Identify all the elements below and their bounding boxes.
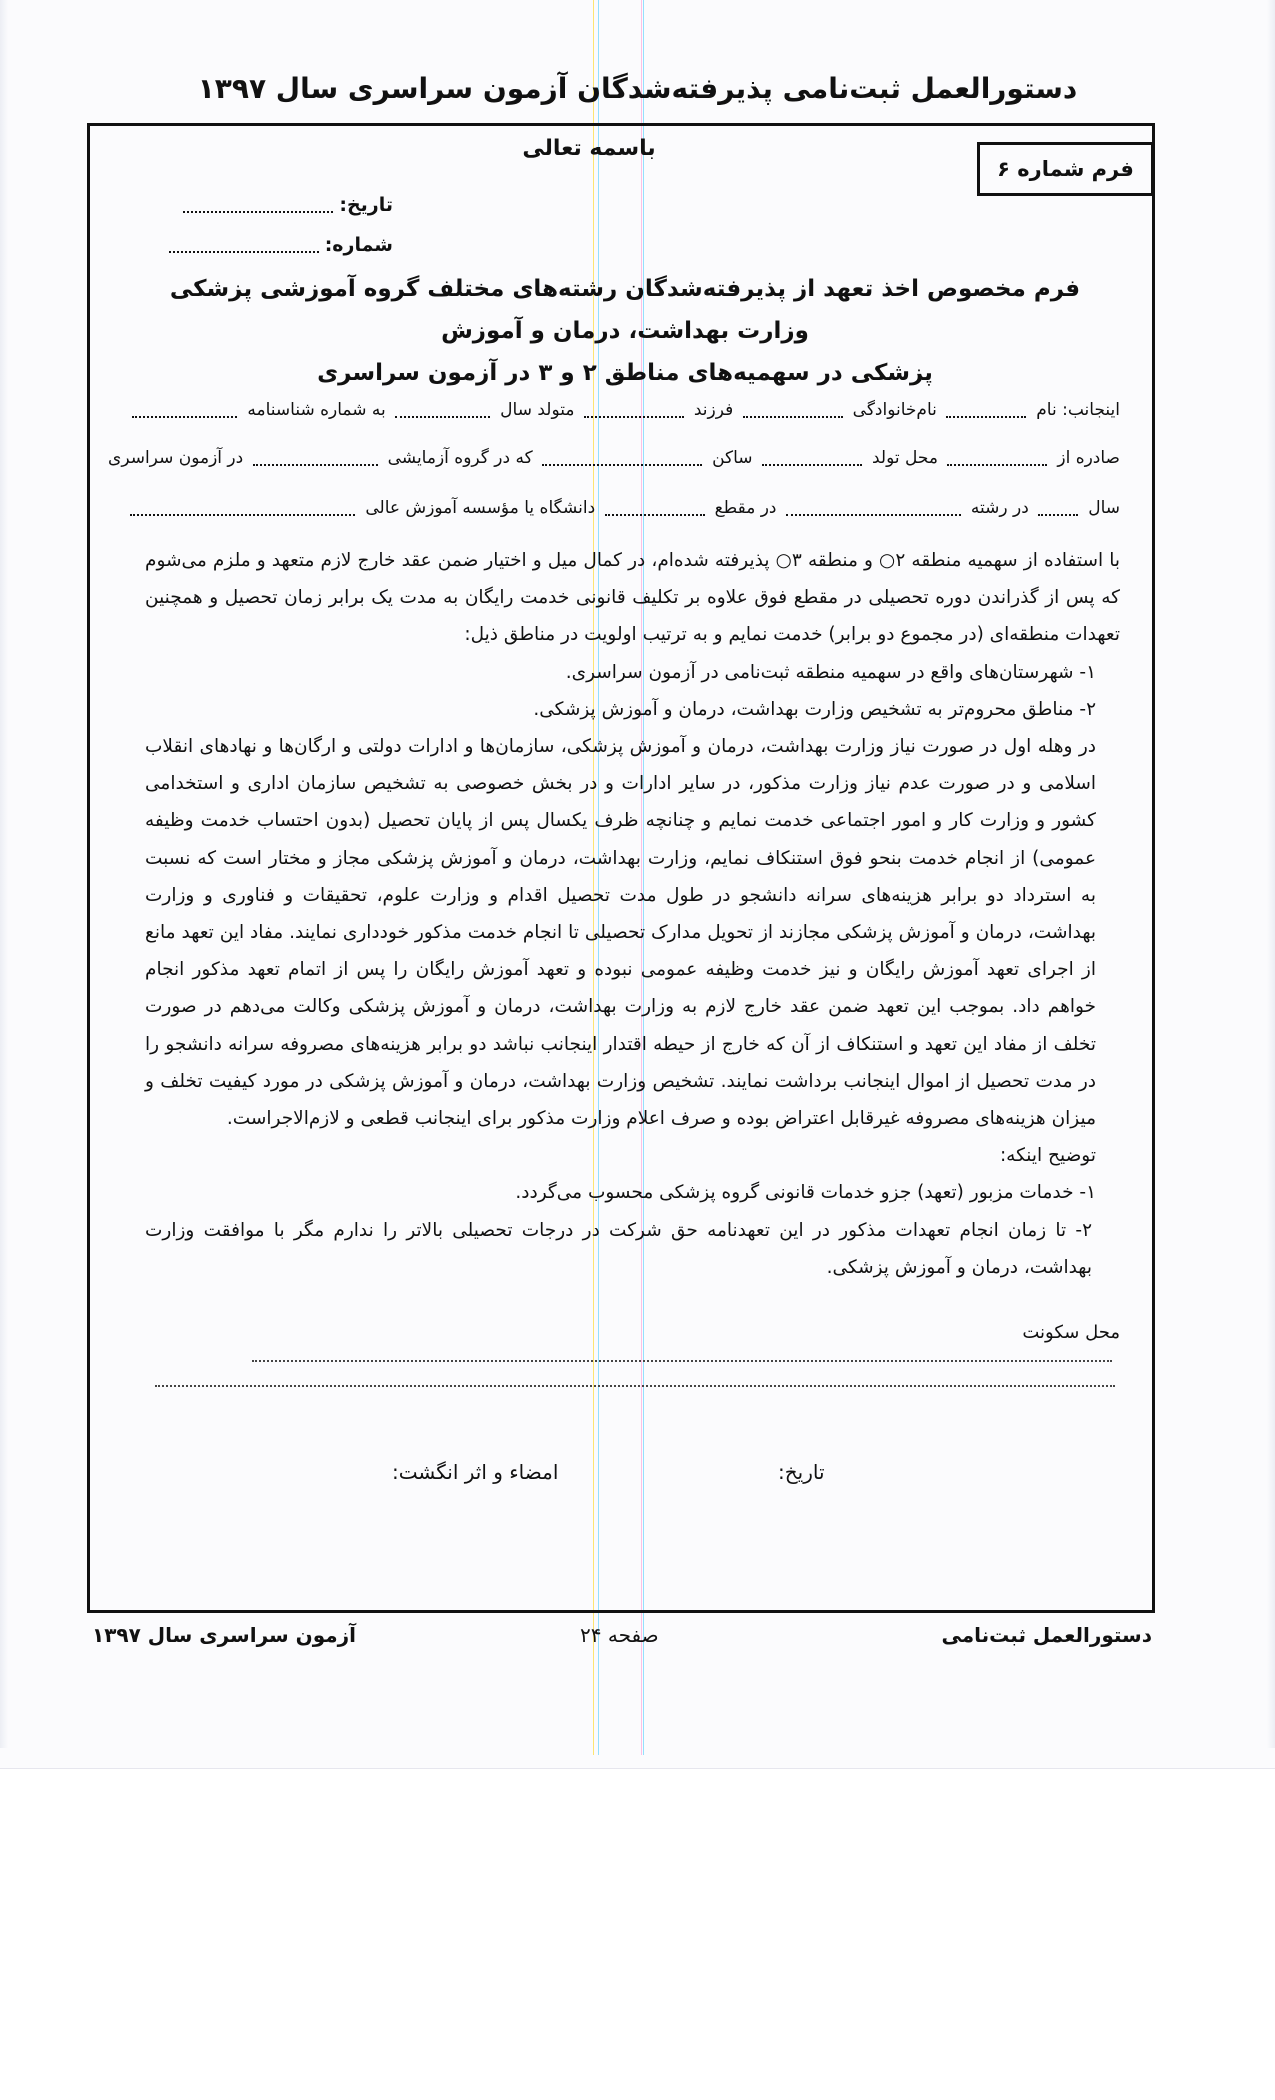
note-item-1: ۱- خدمات مزبور (تعهد) جزو خدمات قانونی گروه پزشکی محسوب می‌گردد. [515,1182,1096,1204]
child-of-label: فرزند [693,400,734,420]
form-heading [150,268,1100,394]
number-line [169,234,393,256]
year-blank[interactable] [1038,514,1078,516]
name-label: اینجانب: نام [1036,400,1120,420]
form-heading-line-1: فرم مخصوص اخذ تعهد از پذیرفته‌شدگان رشته‌های مختلف گروه آموزشی پزشکی وزارت بهداشت، درمان و آموزش [169,276,1081,344]
note-title: توضیح اینکه: [999,1145,1096,1167]
number-blank[interactable] [169,251,319,253]
residence-blank[interactable] [252,1360,1112,1362]
form-heading-line-2: پزشکی در سهمیه‌های مناطق ۲ و ۳ در آزمون سراسری [317,360,933,386]
document-title: دستورالعمل ثبت‌نامی پذیرفته‌شدگان آزمون سراسری سال ۱۳۹۷ [197,72,1078,105]
basmala: باسمه تعالی [522,136,656,161]
id-number-label: به شماره شناسنامه [247,400,386,420]
exam-group-label: که در گروه آزمایشی [387,448,533,468]
year-label: سال [1088,498,1120,518]
priority-item-2: ۲- مناطق محروم‌تر به تشخیص وزارت بهداشت، درمان و آموزش پزشکی. [533,698,1096,720]
fields-row-2 [108,448,1120,468]
date-blank[interactable] [183,211,333,213]
residence-line [155,1322,1120,1364]
in-exam-label: در آزمون سراسری [108,448,244,468]
resident-of-blank[interactable] [542,464,702,466]
father-name-blank[interactable] [584,416,684,418]
family-blank[interactable] [743,416,843,418]
residence-blank-2[interactable] [155,1385,1115,1387]
residence-label: محل سکونت [1022,1322,1120,1343]
name-blank[interactable] [946,416,1026,418]
date-line [183,194,393,216]
birthplace-blank[interactable] [762,464,862,466]
sign-date-label: تاریخ: [778,1460,825,1484]
priority-item-1: ۱- شهرستان‌های واقع در سهمیه منطقه ثبت‌نامی در آزمون سراسری. [565,661,1096,683]
born-year-blank[interactable] [395,416,490,418]
date-label: تاریخ: [339,194,393,216]
family-label: نام‌خانوادگی [852,400,937,420]
level-blank[interactable] [605,514,705,516]
intro-paragraph: با استفاده از سهمیه منطقه ۲○ و منطقه ۳○ پذیرفته شده‌ام، در کمال میل و اختیار ضمن عقد خارج لازم متعهد و ملزم می‌شوم که پس از گذراندن دوره تحصیلی در مقطع فوق علاوه بر تکلیف قانونی خدمت رایگان به مدت یک برابر زمان تحصیل و همچنین تعهدات منطقه‌ای (در مجموع دو برابر) خدمت نمایم و به ترتیب اولویت در مناطق ذیل: [145,550,1120,646]
main-paragraph: در وهله اول در صورت نیاز وزارت بهداشت، درمان و آموزش پزشکی، سازمان‌ها و ادارات دولتی و ارگان‌ها و نهادهای انقلاب اسلامی و در صورت عدم نیاز وزارت مذکور، در سایر ادارات و در بخش خصوصی به تشخیص سازمان اداری و استخدامی کشور و وزارت کار و امور اجتماعی خدمت نمایم و چنانچه ظرف یکسال پس از پایان تحصیل (بدون احتساب خدمت وظیفه عمومی) از انجام خدمت بنحو فوق استنکاف نمایم، وزارت بهداشت، درمان و آموزش پزشکی مجاز و مختار است که نسبت به استرداد دو برابر هزینه‌های سرانه دانشجو در طول مدت تحصیل اقدام و وزارت علوم، تحقیقات و فناوری و وزارت بهداشت، درمان و آموزش پزشکی مجازند از تحویل مدارک تحصیلی تا انجام خدمت مذکور خودداری نمایند. مفاد این تعهد مانع از اجرای تعهد آموزش رایگان و نیز خدمت وظیفه عمومی نبوده و تعهد آموزش رایگان را پس از اتمام تعهد مذکور انجام خواهم داد. بموجب این تعهد ضمن عقد خارج لازم به وزارت بهداشت، درمان و آموزش پزشکی وکالت می‌دهم در صورت تخلف از مفاد این تعهد و استنکاف از آن که خارج از حیطه اقتدار اینجانب نباشد دو برابر هزینه‌های مصروفه سرانه دانشجو را در مدت تحصیل از اموال اینجانب برداشت نمایند. تشخیص وزارت بهداشت، درمان و آموزش پزشکی در مورد کیفیت تخلف و میزان هزینه‌های مصروفه غیرقابل اعتراض بوده و صرف اعلام وزارت مذکور برای اینجانب قطعی و لازم‌الاجراست. [145,736,1096,1130]
in-level-label: در مقطع [714,498,777,518]
footer-left: آزمون سراسری سال ۱۳۹۷ [92,1623,357,1647]
number-label: شماره: [324,234,393,256]
note-item-2: ۲- تا زمان انجام تعهدات مذکور در این تعهدنامه حق شرکت در درجات تحصیلی بالاتر را ندارم مگر با موافقت وزارت بهداشت، درمان و آموزش پزشکی. [145,1219,1092,1278]
id-number-blank[interactable] [132,416,237,418]
field-of-study-blank[interactable] [786,514,961,516]
in-field-label: در رشته [970,498,1029,518]
exam-group-blank[interactable] [253,464,378,466]
form-number-box: فرم شماره ۶ [977,142,1154,196]
footer-right: دستورالعمل ثبت‌نامی [941,1623,1152,1647]
scan-edge-left [0,0,8,1748]
university-blank[interactable] [130,514,355,516]
born-year-label: متولد سال [500,400,575,420]
fields-row-3 [155,498,1120,518]
commitment-text [145,542,1120,1286]
footer-page-number: صفحه ۲۴ [580,1623,659,1647]
scan-edge-right [1267,0,1275,1748]
signature-label: امضاء و اثر انگشت: [392,1460,559,1484]
issued-at-blank[interactable] [947,464,1047,466]
fields-row-1 [155,400,1120,420]
issued-at-label: صادره از [1057,448,1120,468]
birthplace-label: محل تولد [871,448,938,468]
university-label: دانشگاه یا مؤسسه آموزش عالی [365,498,596,518]
resident-of-label: ساکن [712,448,753,468]
